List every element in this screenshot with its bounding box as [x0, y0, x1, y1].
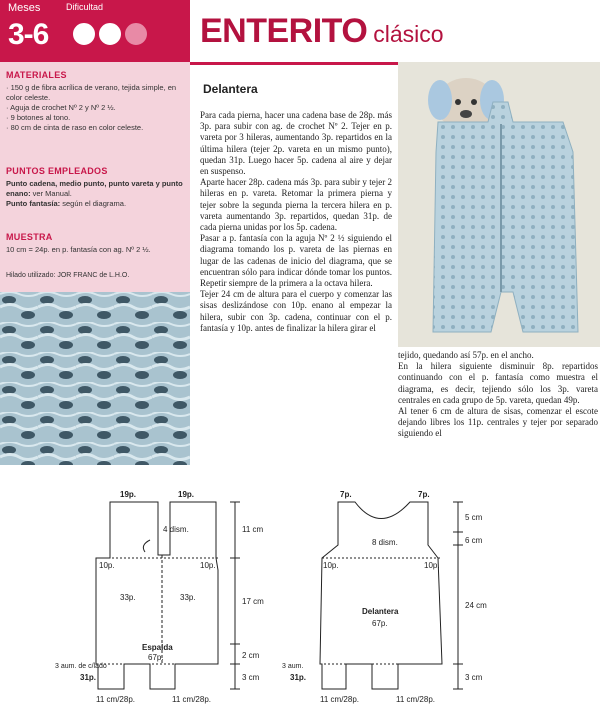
back-center-67: 67p. [148, 653, 164, 662]
list-item: · 9 botones al tono. [6, 113, 71, 122]
front-bottom-31: 31p. [290, 673, 307, 682]
title-sub: clásico [373, 21, 444, 47]
stitches-text [6, 179, 184, 209]
sidebar [0, 62, 190, 292]
back-left-33: 33p. [120, 593, 136, 602]
front-right-10: 10p. [424, 561, 440, 570]
stitches-fancy-ref: según el diagrama. [60, 199, 127, 208]
title-main: ENTERITO [200, 12, 368, 50]
yarn-used: Hilado utilizado: JOR FRANC de L.H.O. [6, 272, 130, 279]
romper-photo [398, 62, 600, 347]
back-h-11: 11 cm [242, 525, 264, 534]
back-h-3: 3 cm [242, 673, 260, 682]
front-top-left: 7p. [340, 490, 352, 499]
stitches-basic-ref: ver Manual. [30, 189, 72, 198]
materials-title: MATERIALES [6, 70, 67, 80]
back-h-17: 17 cm [242, 597, 264, 606]
front-dism: 8 dism. [372, 538, 398, 547]
stitches-basic: Punto cadena, medio punto, punto vareta y punto enano: [6, 179, 183, 198]
front-label: Delantera [362, 607, 399, 616]
back-aum: 3 aum. de c/lado [55, 663, 107, 670]
sample-text: 10 cm = 24p. en p. fantasía con ag. Nº 2 ½. [6, 245, 151, 254]
list-item: · 150 g de fibra acrílica de verano, tejida simple, en color celeste. [6, 83, 177, 102]
front-aum: 3 aum. [282, 663, 304, 670]
stitches-title: PUNTOS EMPLEADOS [6, 166, 108, 176]
paragraph: En la hilera siguiente disminuir 8p. repartidos continuando con el p. fantasía como muestra el diagrama, es decir, tejiendo sólo los 3p. vareta centrales en cada grupo de 5p. vareta, quedan 49p. [398, 361, 598, 405]
yarn-ball-icon [72, 22, 96, 46]
back-top-left: 19p. [120, 490, 137, 499]
stitch-sample-photo [0, 292, 190, 465]
back-top-right: 19p. [178, 490, 195, 499]
paragraph: Tejer 24 cm de altura para el cuerpo y comenzar las sisas deslizándose con 10p. enano al empezar la hilera, subir con 3p. cadena, continuar con el p. fantasía y 10p. antes de finalizar la hilera girar el [200, 289, 392, 333]
paragraph: Pasar a p. fantasía con la aguja Nº 2 ½ siguiendo el diagrama tomando los p. vareta de las piernas en lugar de las cadenas de inicio del diagrama, que se encuentran sólo para indicar dónde tomar los puntos. Repetir siempre de la primera a la octava hilera. [200, 233, 392, 289]
paragraph: Al tener 6 cm de altura de sisas, comenzar el escote dejando libres los 11p. centrales y tejer por separado siguiendo el [398, 406, 598, 439]
front-h-6: 6 cm [465, 536, 483, 545]
paragraph: tejido, quedando así 57p. en el ancho. [398, 350, 534, 360]
section-title: Delantera [203, 82, 258, 96]
back-leg-right: 11 cm/28p. [172, 695, 211, 704]
front-top-right: 7p. [418, 490, 430, 499]
back-left-10: 10p. [99, 561, 115, 570]
back-h-2: 2 cm [242, 651, 260, 660]
front-diagram [320, 502, 463, 689]
front-center-67: 67p. [372, 619, 388, 628]
front-h-3: 3 cm [465, 673, 483, 682]
list-item: · 80 cm de cinta de raso en color celeste. [6, 123, 144, 132]
back-dism: 4 dism. [163, 525, 189, 534]
instructions-col1 [200, 110, 392, 334]
front-left-10: 10p. [323, 561, 339, 570]
back-leg-left: 11 cm/28p. [96, 695, 135, 704]
stitches-fancy: Punto fantasía: [6, 199, 61, 208]
front-h-24: 24 cm [465, 601, 487, 610]
page-title [200, 12, 444, 51]
back-label: Espalda [142, 643, 173, 652]
pattern-diagrams [0, 480, 600, 710]
sample-title: MUESTRA [6, 232, 53, 242]
materials-list [6, 83, 184, 133]
list-item: · Aguja de crochet Nº 2 y Nº 2 ½. [6, 103, 116, 112]
difficulty-label: Dificultad [66, 2, 104, 12]
front-leg-right: 11 cm/28p. [396, 695, 435, 704]
age-label: Meses [8, 2, 41, 14]
age-value: 3-6 [8, 18, 49, 51]
front-leg-left: 11 cm/28p. [320, 695, 359, 704]
front-h-5: 5 cm [465, 513, 483, 522]
back-bottom-31: 31p. [80, 673, 97, 682]
back-right-10: 10p. [200, 561, 216, 570]
yarn-ball-icon [124, 22, 148, 46]
yarn-ball-icon [98, 22, 122, 46]
paragraph: Aparte hacer 28p. cadena más 3p. para subir y tejer 2 hileras en p. vareta. Retomar la primera pierna y tejer sobre la segunda pierna la tercera hilera en p. vareta aumentando 3p. repartidos, quedan 31p. de cada pierna unidas por los 5p. cadena. [200, 177, 392, 233]
paragraph: Para cada pierna, hacer una cadena base de 28p. más 3p. para subir con ag. de crochet Nº 2. Tejer en p. vareta por 3 hileras, aumentando 3p. repartidos en la última hilera (tejer 2p. vareta en un mismo punto), quedan 31p. Luego hacer 5p. cadena al aire y dejar en suspenso. [200, 110, 392, 177]
back-right-33: 33p. [180, 593, 196, 602]
instructions-col2 [398, 350, 598, 440]
